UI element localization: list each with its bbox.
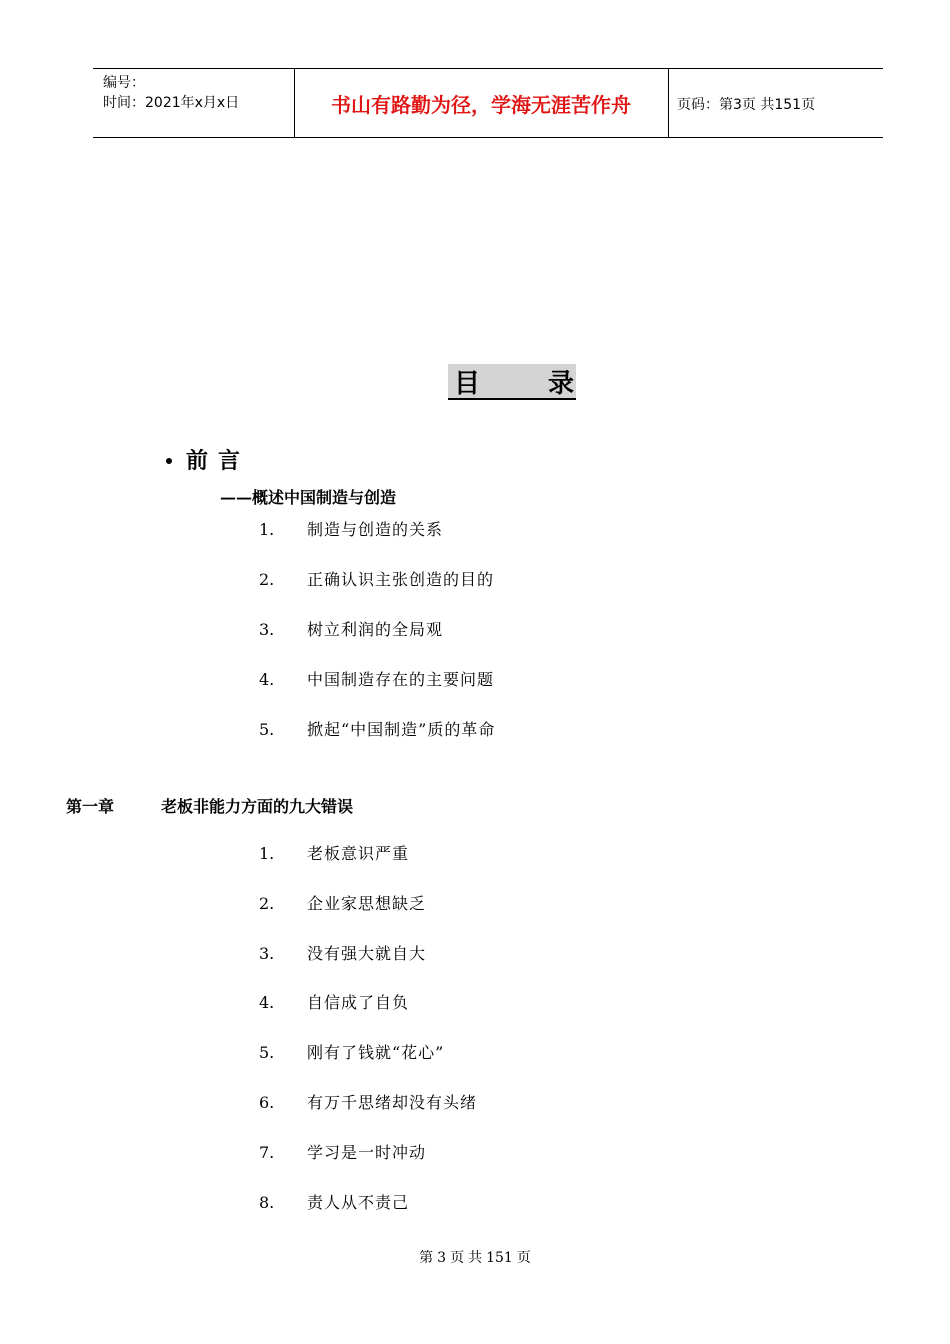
toc-item-text: 制造与创造的关系 xyxy=(307,520,444,539)
footer-di: 第 xyxy=(419,1250,434,1266)
chapter-label: 第一章 xyxy=(66,797,115,816)
time-label: 时间：2021年x月x日 xyxy=(103,95,240,111)
toc-item-text: 没有强大就自大 xyxy=(307,944,427,963)
bullet-icon xyxy=(166,458,172,464)
toc-item-number: 8. xyxy=(259,1193,275,1212)
toc-item-text: 老板意识严重 xyxy=(307,844,410,863)
toc-item-number: 1. xyxy=(259,844,275,863)
page-footer xyxy=(0,1247,950,1267)
footer-ye: 页 xyxy=(450,1250,465,1266)
footer-ye2: 页 xyxy=(516,1250,531,1266)
header-page-info: 页码：第3页 共151页 xyxy=(677,97,816,113)
header-meta xyxy=(103,73,239,113)
preface-heading: 前言 xyxy=(186,449,251,474)
toc-item-text: 学习是一时冲动 xyxy=(307,1143,427,1162)
header-motto: 书山有路勤为径，学海无涯苦作舟 xyxy=(331,92,631,117)
toc-item-text: 有万千思绪却没有头绪 xyxy=(307,1093,478,1112)
toc-item-number: 5. xyxy=(259,720,275,739)
chapter-title: 老板非能力方面的九大错误 xyxy=(161,797,354,816)
toc-title xyxy=(448,364,576,400)
preface-subtitle: ——概述中国制造与创造 xyxy=(220,488,397,507)
toc-title-left: 目 xyxy=(454,368,481,399)
toc-item-text: 责人从不责己 xyxy=(307,1193,410,1212)
toc-item-number: 5. xyxy=(259,1043,275,1062)
toc-item-text: 刚有了钱就“花心” xyxy=(307,1043,445,1062)
toc-item-number: 2. xyxy=(259,570,275,589)
toc-item-number: 4. xyxy=(259,993,275,1012)
toc-item-number: 6. xyxy=(259,1093,275,1112)
toc-item-text: 企业家思想缺乏 xyxy=(307,894,427,913)
toc-item-number: 4. xyxy=(259,670,275,689)
footer-page-number: 3 xyxy=(437,1250,447,1266)
toc-item-text: 树立利润的全局观 xyxy=(307,620,444,639)
toc-item-text: 掀起“中国制造”质的革命 xyxy=(307,720,496,739)
serial-label: 编号： xyxy=(103,75,145,91)
toc-title-right: 录 xyxy=(547,368,574,399)
toc-item-number: 1. xyxy=(259,520,275,539)
toc-item-number: 2. xyxy=(259,894,275,913)
footer-gong: 共 xyxy=(468,1250,483,1266)
header-divider xyxy=(668,69,669,137)
toc-item-text: 中国制造存在的主要问题 xyxy=(307,670,495,689)
toc-item-number: 3. xyxy=(259,620,275,639)
toc-item-number: 7. xyxy=(259,1143,275,1162)
toc-item-number: 3. xyxy=(259,944,275,963)
toc-item-text: 正确认识主张创造的目的 xyxy=(307,570,495,589)
footer-total-pages: 151 xyxy=(486,1250,513,1266)
toc-item-text: 自信成了自负 xyxy=(307,993,410,1012)
page-header xyxy=(93,68,883,138)
